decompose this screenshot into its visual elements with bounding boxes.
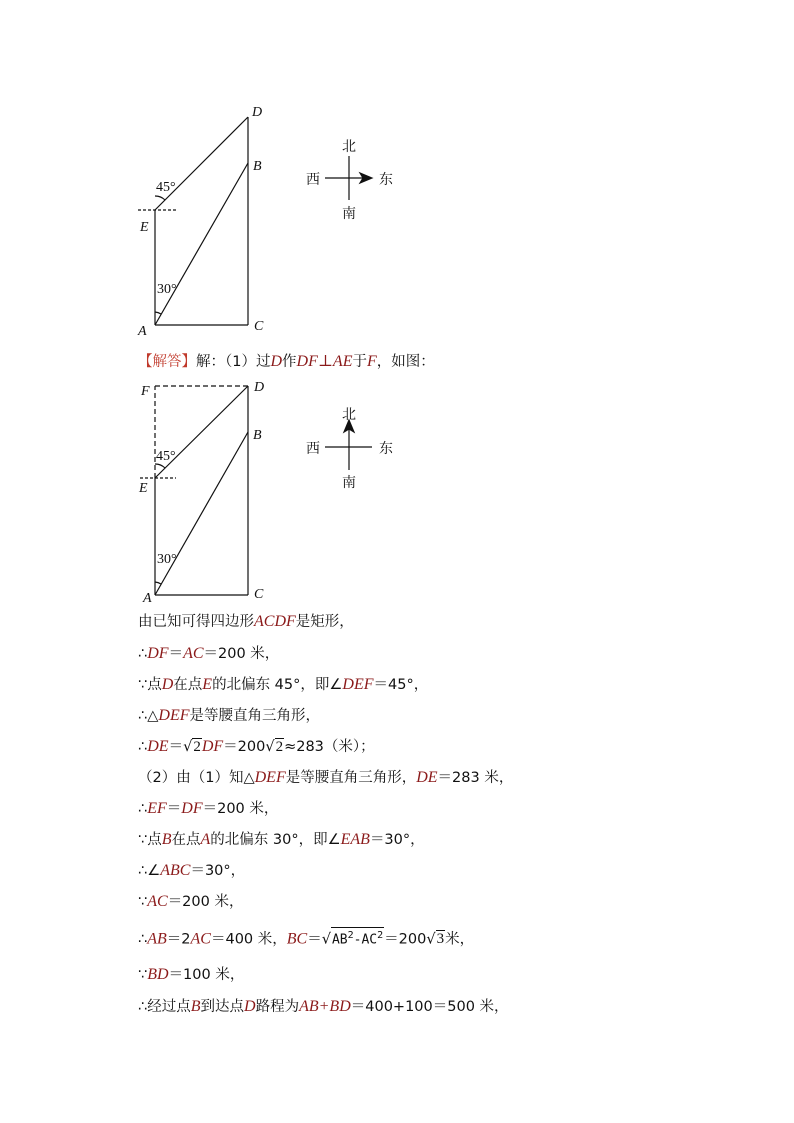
angle-label-30-2: 30° xyxy=(157,552,177,567)
label-E-2: E xyxy=(139,481,148,496)
angle-arc-30 xyxy=(155,312,161,314)
answer-tag: 【解答】 xyxy=(138,354,196,370)
line-3: ∵点D在点E的北偏东 45°，即∠DEF＝45°， xyxy=(138,676,429,693)
label-F-2: F xyxy=(141,384,150,399)
compass-west: 西 xyxy=(306,172,320,188)
line-9: ∴∠ABC＝30°， xyxy=(138,862,246,879)
compass-south-2: 南 xyxy=(342,475,356,491)
label-A-2: A xyxy=(143,591,152,606)
label-B: B xyxy=(253,159,262,174)
line-10: ∵AC＝200 米， xyxy=(138,893,244,910)
answer-header: 【解答】解：（1）过D作DF⊥AE于F，如图： xyxy=(138,353,435,370)
line-7: ∴EF＝DF＝200 米， xyxy=(138,800,279,817)
line-1: 由已知可得四边形ACDF是矩形， xyxy=(138,613,354,630)
angle-arc-45 xyxy=(155,196,165,200)
line-2: ∴DF＝AC＝200 米， xyxy=(138,645,280,662)
label-D-2: D xyxy=(254,380,265,395)
line-4: ∴△DEF是等腰直角三角形， xyxy=(138,707,320,724)
angle-label-45: 45° xyxy=(156,180,176,195)
figure-1 xyxy=(138,117,248,325)
compass-north: 北 xyxy=(342,139,356,155)
compass-east-2: 东 xyxy=(379,441,393,457)
angle-arc-45-2 xyxy=(155,464,165,468)
line-5: ∴DE＝√2DF＝200√2≈283（米）； xyxy=(138,738,375,755)
label-D: D xyxy=(252,105,263,120)
segment-ED xyxy=(155,117,248,210)
line-6: （2）由（1）知△DEF是等腰直角三角形，DE＝283 米， xyxy=(138,769,514,786)
label-A: A xyxy=(138,324,147,339)
line-11: ∴AB＝2AC＝400 米，$BC=√AB^2-AC^2=200√3$米， xyxy=(138,927,474,949)
label-C-2: C xyxy=(254,587,264,602)
label-C: C xyxy=(254,319,264,334)
compass-north-2: 北 xyxy=(342,407,356,423)
compass-south: 南 xyxy=(342,206,356,222)
label-E: E xyxy=(140,220,149,235)
line-12: ∵BD＝100 米， xyxy=(138,966,245,983)
compass-east: 东 xyxy=(379,172,393,188)
compass-1 xyxy=(325,156,372,200)
angle-label-45-2: 45° xyxy=(156,449,176,464)
line-8: ∵点B在点A的北偏东 30°，即∠EAB＝30°， xyxy=(138,831,425,848)
angle-label-30: 30° xyxy=(157,282,177,297)
compass-2 xyxy=(325,420,372,470)
line-13: ∴经过点B到达点D路程为AB+BD＝400+100＝500 米， xyxy=(138,998,509,1015)
label-B-2: B xyxy=(253,428,262,443)
angle-arc-30-2 xyxy=(155,582,161,584)
compass-west-2: 西 xyxy=(306,441,320,457)
segment-ED-2 xyxy=(155,386,248,478)
